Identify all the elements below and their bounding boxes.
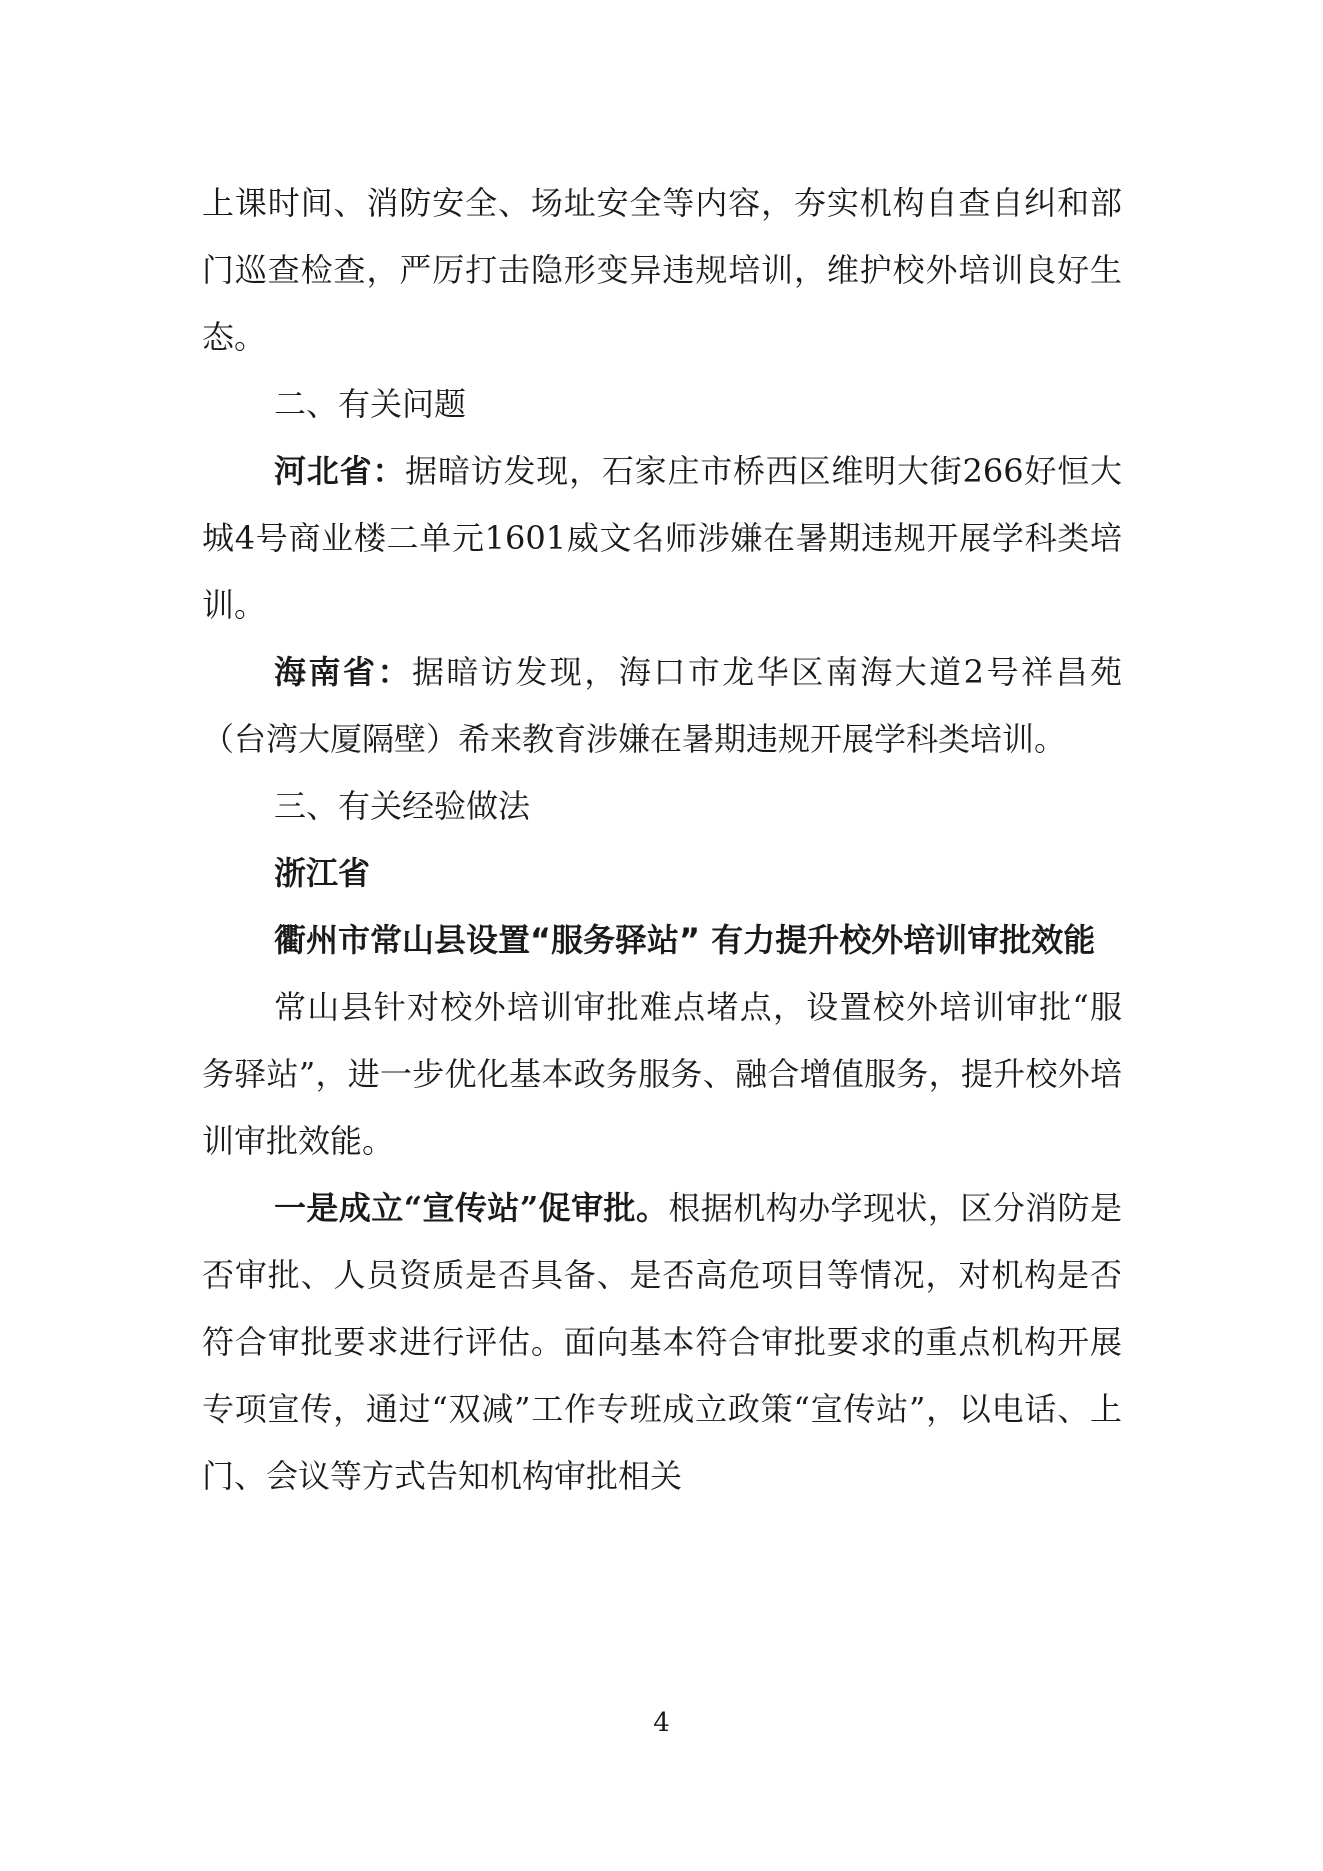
province-heading-zhejiang: 浙江省 <box>274 854 371 892</box>
section-heading-issues: 二、有关问题 <box>274 385 467 423</box>
paragraph-hebei <box>202 438 1122 639</box>
document-body <box>202 170 1122 1510</box>
case-title: 衢州市常山县设置“服务驿站” 有力提升校外培训审批效能 <box>274 921 1096 959</box>
paragraph-point-one <box>202 1175 1122 1510</box>
point-one-label: 一是成立“宣传站”促审批。 <box>274 1189 669 1227</box>
paragraph-hebei-text: 据暗访发现，石家庄市桥西区维明大街266好恒大城4号商业楼二单元1601威文名师涉嫌在暑期违规开展学科类培训。 <box>202 452 1122 624</box>
paragraph-hainan-text: 据暗访发现，海口市龙华区南海大道2号祥昌苑（台湾大厦隔壁）希来教育涉嫌在暑期违规开展学科类培训。 <box>202 653 1122 758</box>
province-label-hebei: 河北省： <box>274 452 406 490</box>
point-one-text: 根据机构办学现状，区分消防是否审批、人员资质是否具备、是否高危项目等情况，对机构是否符合审批要求进行评估。面向基本符合审批要求的重点机构开展专项宣传，通过“双减”工作专班成立政策“宣传站”，以电话、上门、会议等方式告知机构审批相关 <box>202 1189 1122 1495</box>
paragraph-continuation: 上课时间、消防安全、场址安全等内容，夯实机构自查自纠和部门巡查检查，严厉打击隐形变异违规培训，维护校外培训良好生态。 <box>202 184 1122 356</box>
province-label-hainan: 海南省： <box>274 653 412 691</box>
section-heading-experience: 三、有关经验做法 <box>274 787 531 825</box>
paragraph-intro: 常山县针对校外培训审批难点堵点，设置校外培训审批“服务驿站”，进一步优化基本政务服务、融合增值服务，提升校外培训审批效能。 <box>202 988 1122 1160</box>
page-number: 4 <box>653 1708 670 1738</box>
paragraph-hainan <box>202 639 1122 773</box>
